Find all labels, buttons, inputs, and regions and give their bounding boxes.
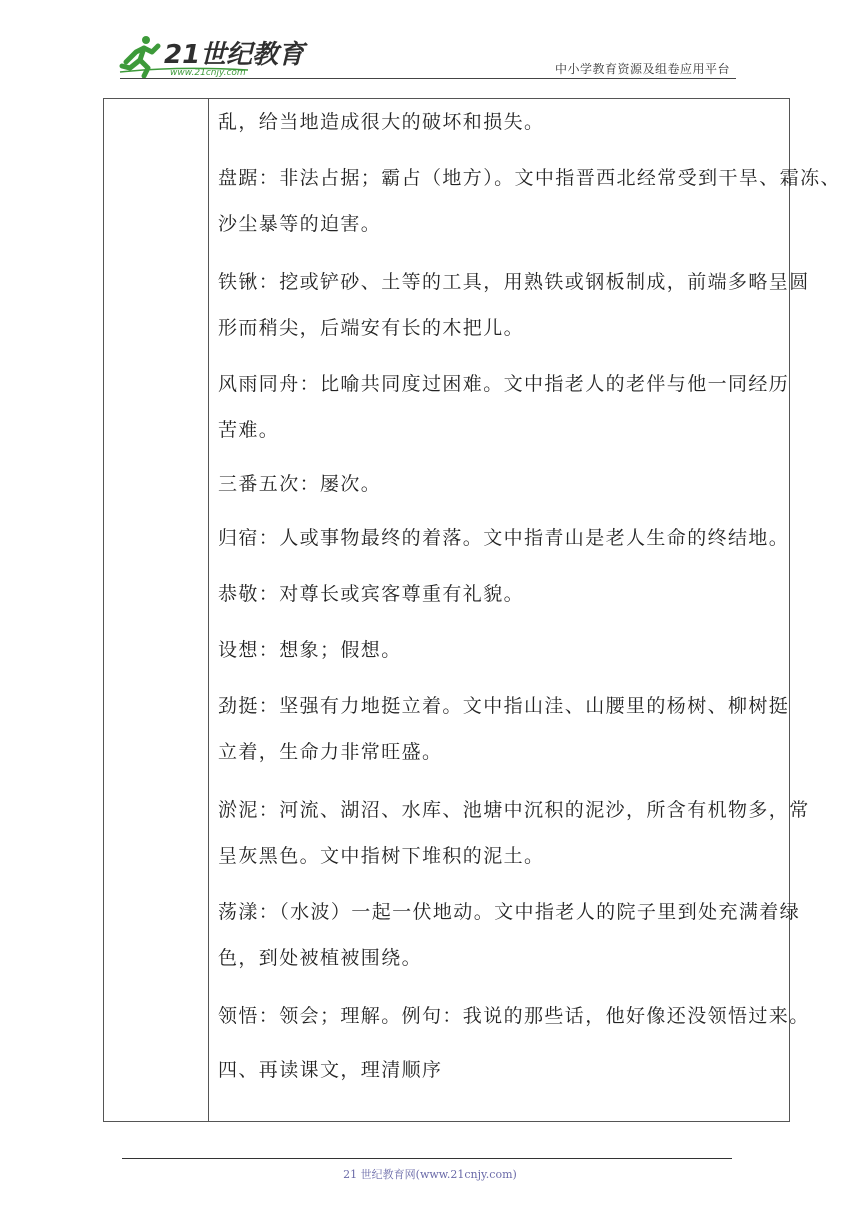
paragraph-line: 色，到处被植被围绕。 [218,947,423,969]
definition-paragraph [218,259,810,351]
table-left-column [104,99,209,1121]
definition-paragraph [218,461,784,507]
paragraph-line: 荡漾：（水波）一起一伏地动。文中指老人的院子里到处充满着绿 [218,901,801,923]
header-divider [120,78,736,79]
paragraph-line: 归宿：人或事物最终的着落。文中指青山是老人生命的终结地。 [218,527,790,549]
definition-paragraph [218,571,784,617]
paragraph-line: 苦难。 [218,419,280,441]
definition-paragraph [218,155,841,247]
paragraph-line: 设想：想象；假想。 [218,639,402,661]
paragraph-line: 领悟：领会；理解。例句：我说的那些话，他好像还没领悟过来。 [218,1005,810,1027]
footer-text: 21 世纪教育网(www.21cnjy.com) [343,1168,517,1181]
definition-paragraph [218,889,801,981]
paragraph-line: 立着，生命力非常旺盛。 [218,741,443,763]
logo-text: 21世纪教育 [164,40,305,70]
paragraph-line: 淤泥：河流、湖沼、水库、池塘中沉积的泥沙，所含有机物多，常 [218,799,810,821]
definition-paragraph [218,627,784,673]
definition-paragraph [218,787,810,879]
definition-paragraph [218,361,790,453]
paragraph-line: 沙尘暴等的迫害。 [218,213,382,235]
paragraph-line: 乱，给当地造成很大的破坏和损失。 [218,111,545,133]
paragraph-line: 三番五次：屡次。 [218,473,382,495]
logo-url: www.21cnjy.com [170,68,246,78]
paragraph-line: 盘踞：非法占据；霸占（地方）。文中指晋西北经常受到干旱、霜冻、 [218,167,841,189]
runner-logo-icon [118,32,305,80]
paragraph-line: 劲挺：坚强有力地挺立着。文中指山洼、山腰里的杨树、柳树挺 [218,695,790,717]
page-header [0,0,860,90]
site-logo[interactable] [118,32,305,80]
platform-name: 中小学教育资源及组卷应用平台 [554,62,730,76]
definition-paragraph [218,515,790,561]
footer-divider [122,1158,732,1159]
definition-paragraph [218,1047,784,1093]
definition-paragraph [218,99,784,145]
content-table [103,98,841,1122]
paragraph-line: 铁锹：挖或铲砂、土等的工具，用熟铁或钢板制成，前端多略呈圆 [218,271,810,293]
paragraph-line: 形而稍尖，后端安有长的木把儿。 [218,317,525,339]
paragraph-line: 呈灰黑色。文中指树下堆积的泥土。 [218,845,545,867]
definition-paragraph [218,683,790,775]
definition-paragraph [218,993,810,1039]
paragraph-line: 风雨同舟：比喻共同度过困难。文中指老人的老伴与他一同经历 [218,373,790,395]
paragraph-line: 恭敬：对尊长或宾客尊重有礼貌。 [218,583,525,605]
paragraph-line: 四、再读课文，理清顺序 [218,1059,443,1081]
